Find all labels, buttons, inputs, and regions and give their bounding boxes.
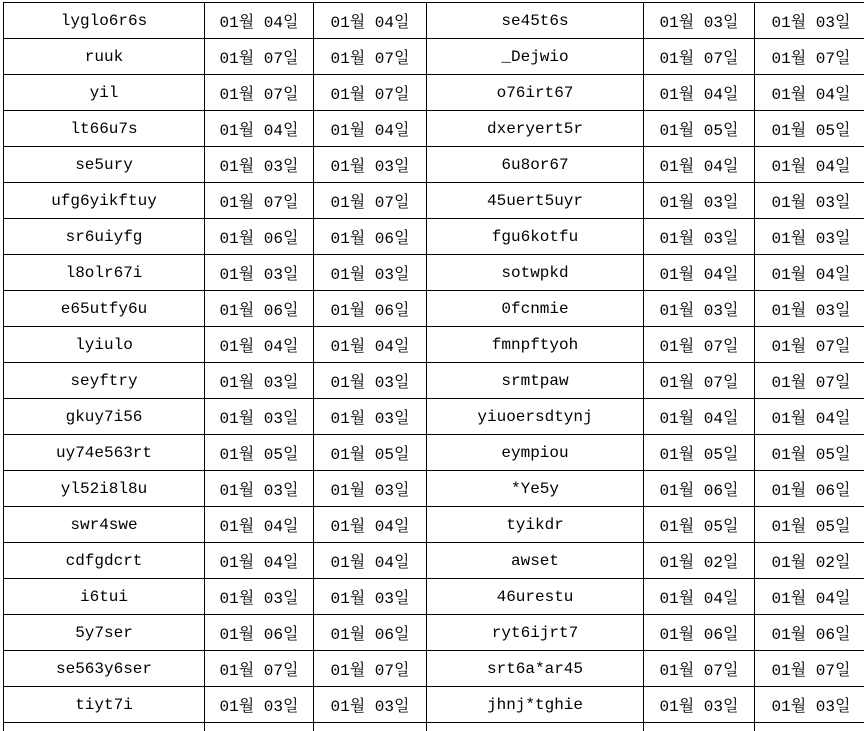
table-row: [4, 291, 864, 327]
table-row: [4, 723, 864, 731]
table-cell-date_right_2[interactable]: 01월 04일: [755, 399, 864, 435]
table-cell-name_right[interactable]: 46urestu: [427, 579, 644, 615]
table-cell-date_right_1[interactable]: 01월 07일: [644, 363, 755, 399]
table-cell-name_right[interactable]: 0fcnmie: [427, 291, 644, 327]
table-cell-date_right_1[interactable]: 01월 04일: [644, 255, 755, 291]
table-cell-date_right_1[interactable]: 01월 03일: [644, 687, 755, 723]
table-cell-date_right_1[interactable]: 01월 07일: [644, 39, 755, 75]
table-cell-date_left_1[interactable]: 01월 03일: [205, 579, 314, 615]
table-cell-date_right_1[interactable]: 01월 05일: [644, 507, 755, 543]
table-cell-name_right[interactable]: ryt6ijrt7: [427, 615, 644, 651]
table-cell-name_left[interactable]: tiyt7i: [4, 687, 205, 723]
table-cell-name_left[interactable]: ufg6yikftuy: [4, 183, 205, 219]
table-cell-date_left_2[interactable]: 01월 03일: [314, 255, 427, 291]
table-cell-date_right_2[interactable]: 01월 04일: [755, 75, 864, 111]
table-cell-date_left_2[interactable]: 01월 05일: [314, 435, 427, 471]
table-cell-name_right[interactable]: dxeryert5r: [427, 111, 644, 147]
table-cell-name_left[interactable]: yl52i8l8u: [4, 471, 205, 507]
table-cell-date_right_2[interactable]: 01월 05일: [755, 111, 864, 147]
table-cell-date_left_2[interactable]: 01월 07일: [314, 75, 427, 111]
table-row: [4, 183, 864, 219]
table-cell-name_left[interactable]: gkuy7i56: [4, 399, 205, 435]
table-cell-date_left_2[interactable]: 01월 03일: [314, 363, 427, 399]
table-cell-date_right_1[interactable]: 01월 07일: [644, 327, 755, 363]
table-cell-date_left_2[interactable]: [314, 723, 427, 731]
table-cell-name_right[interactable]: fgu6kotfu: [427, 219, 644, 255]
table-cell-date_right_1[interactable]: [644, 723, 755, 731]
table-cell-name_left[interactable]: se563y6ser: [4, 651, 205, 687]
table-cell-date_right_2[interactable]: 01월 05일: [755, 435, 864, 471]
table-row: [4, 399, 864, 435]
table-cell-name_left[interactable]: swr4swe: [4, 507, 205, 543]
table-cell-date_right_1[interactable]: 01월 05일: [644, 111, 755, 147]
table-cell-name_left[interactable]: se5ury: [4, 147, 205, 183]
table-cell-date_left_2[interactable]: 01월 06일: [314, 291, 427, 327]
table-cell-date_right_2[interactable]: 01월 04일: [755, 579, 864, 615]
table-cell-name_left[interactable]: [4, 723, 205, 731]
table-row: [4, 651, 864, 687]
table-cell-date_right_2[interactable]: 01월 05일: [755, 507, 864, 543]
table-cell-name_right[interactable]: [427, 723, 644, 731]
table-cell-name_right[interactable]: _Dejwio: [427, 39, 644, 75]
table-cell-date_right_1[interactable]: 01월 03일: [644, 291, 755, 327]
table-cell-name_left[interactable]: seyftry: [4, 363, 205, 399]
table-row: [4, 507, 864, 543]
table-cell-date_left_2[interactable]: 01월 04일: [314, 507, 427, 543]
table-cell-date_right_2[interactable]: 01월 06일: [755, 615, 864, 651]
table-cell-date_left_2[interactable]: 01월 03일: [314, 471, 427, 507]
table-cell-date_right_2[interactable]: 01월 06일: [755, 471, 864, 507]
table-cell-date_right_2[interactable]: 01월 04일: [755, 147, 864, 183]
table-cell-name_right[interactable]: yiuoersdtynj: [427, 399, 644, 435]
table-cell-date_right_1[interactable]: 01월 04일: [644, 147, 755, 183]
table-cell-date_left_2[interactable]: 01월 07일: [314, 183, 427, 219]
table-row: [4, 327, 864, 363]
table-cell-date_right_1[interactable]: 01월 06일: [644, 615, 755, 651]
table-cell-date_left_1[interactable]: 01월 05일: [205, 435, 314, 471]
table-cell-name_left[interactable]: lyglo6r6s: [4, 3, 205, 39]
table-cell-date_right_2[interactable]: 01월 07일: [755, 651, 864, 687]
table-cell-date_left_1[interactable]: 01월 06일: [205, 291, 314, 327]
table-cell-date_left_1[interactable]: 01월 06일: [205, 615, 314, 651]
table-row: [4, 543, 864, 579]
table-cell-date_right_2[interactable]: 01월 07일: [755, 363, 864, 399]
table-cell-name_right[interactable]: srt6a*ar45: [427, 651, 644, 687]
table-cell-name_left[interactable]: yil: [4, 75, 205, 111]
table-cell-date_left_2[interactable]: 01월 03일: [314, 147, 427, 183]
table-cell-name_left[interactable]: lt66u7s: [4, 111, 205, 147]
table-cell-date_right_1[interactable]: 01월 04일: [644, 75, 755, 111]
table-cell-date_right_2[interactable]: 01월 04일: [755, 255, 864, 291]
table-cell-name_right[interactable]: jhnj*tghie: [427, 687, 644, 723]
table-row: [4, 39, 864, 75]
table-cell-name_right[interactable]: fmnpftyoh: [427, 327, 644, 363]
table-cell-date_left_1[interactable]: 01월 03일: [205, 471, 314, 507]
table-cell-date_left_1[interactable]: 01월 04일: [205, 3, 314, 39]
table-cell-date_left_1[interactable]: 01월 03일: [205, 687, 314, 723]
data-table: [3, 2, 864, 731]
table-cell-name_left[interactable]: e65utfy6u: [4, 291, 205, 327]
table-cell-date_right_2[interactable]: 01월 03일: [755, 183, 864, 219]
table-cell-date_right_1[interactable]: 01월 04일: [644, 579, 755, 615]
table-cell-name_left[interactable]: 5y7ser: [4, 615, 205, 651]
table-cell-date_right_1[interactable]: 01월 07일: [644, 651, 755, 687]
table-cell-date_right_2[interactable]: [755, 723, 864, 731]
table-cell-date_left_2[interactable]: 01월 04일: [314, 111, 427, 147]
table-cell-date_left_1[interactable]: 01월 03일: [205, 255, 314, 291]
table-cell-date_left_2[interactable]: 01월 04일: [314, 327, 427, 363]
table-row: [4, 255, 864, 291]
table-cell-name_right[interactable]: srmtpaw: [427, 363, 644, 399]
table-cell-date_right_2[interactable]: 01월 07일: [755, 327, 864, 363]
table-cell-date_left_2[interactable]: 01월 07일: [314, 651, 427, 687]
table-cell-name_left[interactable]: lyiulo: [4, 327, 205, 363]
table-cell-date_left_1[interactable]: 01월 04일: [205, 327, 314, 363]
table-cell-name_right[interactable]: eympiou: [427, 435, 644, 471]
table-cell-date_right_1[interactable]: 01월 05일: [644, 435, 755, 471]
table-cell-date_left_2[interactable]: 01월 07일: [314, 39, 427, 75]
table-cell-name_right[interactable]: 6u8or67: [427, 147, 644, 183]
table-cell-name_right[interactable]: o76irt67: [427, 75, 644, 111]
table-cell-date_left_1[interactable]: 01월 07일: [205, 183, 314, 219]
table-cell-date_left_2[interactable]: 01월 04일: [314, 543, 427, 579]
table-cell-date_right_2[interactable]: 01월 07일: [755, 39, 864, 75]
table-cell-date_left_1[interactable]: 01월 03일: [205, 363, 314, 399]
table-cell-date_right_1[interactable]: 01월 04일: [644, 399, 755, 435]
table-cell-date_right_1[interactable]: 01월 03일: [644, 3, 755, 39]
table-cell-date_left_1[interactable]: 01월 04일: [205, 543, 314, 579]
table-cell-date_right_2[interactable]: 01월 03일: [755, 687, 864, 723]
table-cell-date_right_2[interactable]: 01월 03일: [755, 291, 864, 327]
table-row: [4, 471, 864, 507]
table-cell-date_left_1[interactable]: 01월 04일: [205, 111, 314, 147]
table-cell-date_right_2[interactable]: 01월 03일: [755, 219, 864, 255]
table-row: [4, 363, 864, 399]
table-row: [4, 435, 864, 471]
table-cell-date_left_1[interactable]: 01월 07일: [205, 75, 314, 111]
table-cell-date_right_1[interactable]: 01월 02일: [644, 543, 755, 579]
table-cell-date_right_2[interactable]: 01월 02일: [755, 543, 864, 579]
table-cell-name_right[interactable]: 45uert5uyr: [427, 183, 644, 219]
table-row: [4, 111, 864, 147]
table-cell-date_left_1[interactable]: [205, 723, 314, 731]
table-cell-date_left_1[interactable]: 01월 03일: [205, 399, 314, 435]
table-row: [4, 579, 864, 615]
table-cell-date_left_1[interactable]: 01월 07일: [205, 39, 314, 75]
table-row: [4, 147, 864, 183]
table-cell-name_left[interactable]: sr6uiyfg: [4, 219, 205, 255]
table-row: [4, 615, 864, 651]
table-row: [4, 3, 864, 39]
table-cell-name_right[interactable]: tyikdr: [427, 507, 644, 543]
table-cell-date_right_2[interactable]: 01월 03일: [755, 3, 864, 39]
table-row: [4, 219, 864, 255]
table-cell-date_left_1[interactable]: 01월 07일: [205, 651, 314, 687]
table-cell-date_left_1[interactable]: 01월 04일: [205, 507, 314, 543]
table-cell-name_left[interactable]: l8olr67i: [4, 255, 205, 291]
table-cell-name_left[interactable]: ruuk: [4, 39, 205, 75]
spreadsheet-sheet: [0, 2, 864, 712]
table-row: [4, 75, 864, 111]
table-cell-name_left[interactable]: uy74e563rt: [4, 435, 205, 471]
table-cell-date_left_2[interactable]: 01월 03일: [314, 687, 427, 723]
table-cell-date_right_1[interactable]: 01월 03일: [644, 219, 755, 255]
table-cell-date_left_2[interactable]: 01월 03일: [314, 399, 427, 435]
table-cell-name_right[interactable]: se45t6s: [427, 3, 644, 39]
table-cell-date_left_2[interactable]: 01월 06일: [314, 219, 427, 255]
table-cell-date_left_2[interactable]: 01월 06일: [314, 615, 427, 651]
table-cell-name_right[interactable]: sotwpkd: [427, 255, 644, 291]
table-cell-name_left[interactable]: i6tui: [4, 579, 205, 615]
table-cell-date_left_1[interactable]: 01월 03일: [205, 147, 314, 183]
table-cell-date_left_1[interactable]: 01월 06일: [205, 219, 314, 255]
table-cell-date_right_1[interactable]: 01월 06일: [644, 471, 755, 507]
table-cell-name_right[interactable]: *Ye5y: [427, 471, 644, 507]
table-cell-name_left[interactable]: cdfgdcrt: [4, 543, 205, 579]
table-cell-name_right[interactable]: awset: [427, 543, 644, 579]
table-row: [4, 687, 864, 723]
table-cell-date_left_2[interactable]: 01월 03일: [314, 579, 427, 615]
table-cell-date_right_1[interactable]: 01월 03일: [644, 183, 755, 219]
table-cell-date_left_2[interactable]: 01월 04일: [314, 3, 427, 39]
